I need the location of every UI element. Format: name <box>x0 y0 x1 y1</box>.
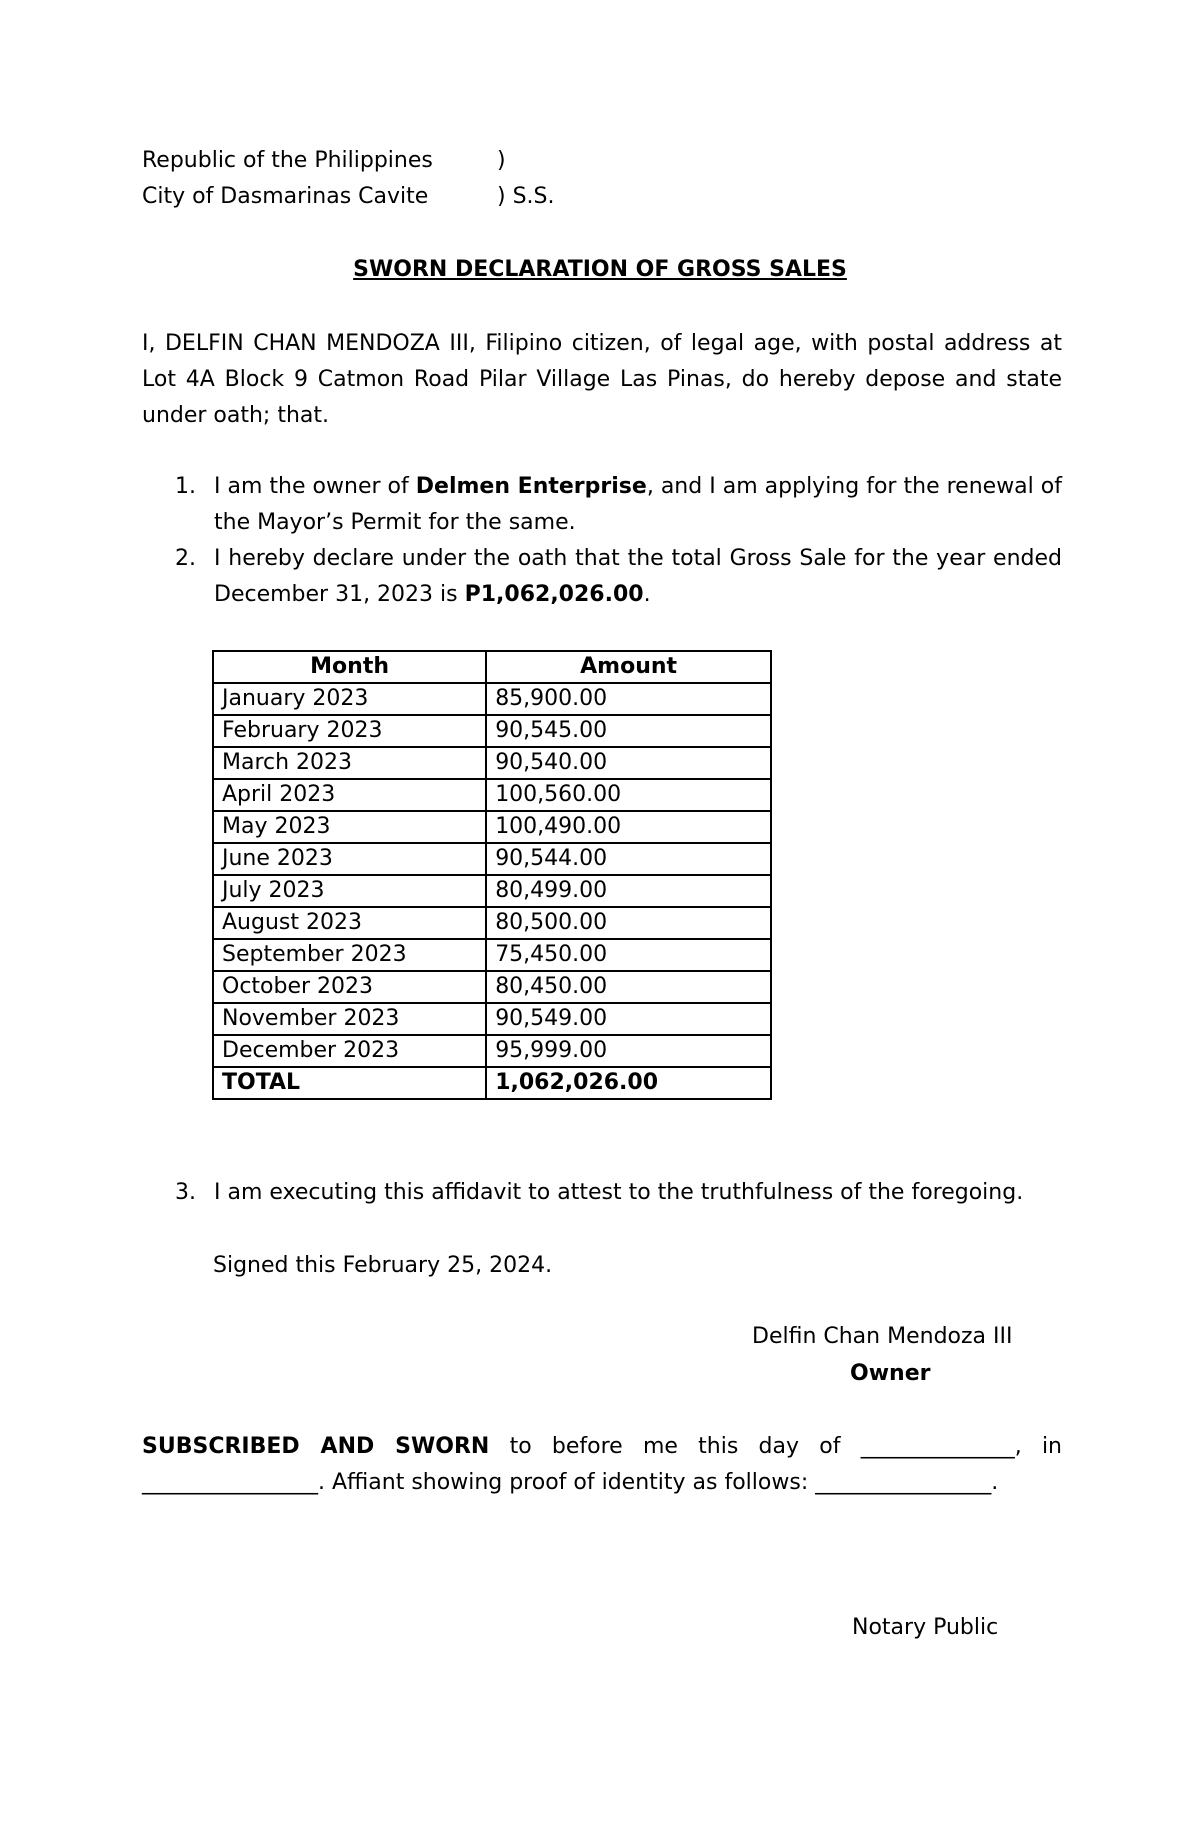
item-text-post: , and I am applying for the renewal of the Mayor’s Permit for the same. <box>214 474 1062 535</box>
amount-cell: 75,450.00 <box>486 939 771 971</box>
table-row <box>213 971 771 1003</box>
monthly-sales-table <box>212 650 772 1100</box>
table-row <box>213 907 771 939</box>
statement-list-continued <box>142 1175 1062 1211</box>
jurat-heading: SUBSCRIBED AND SWORN <box>142 1434 490 1459</box>
jurat-line-1 <box>142 1429 1062 1465</box>
jurat-line-1-text: to before me this day of ______________, in <box>489 1434 1062 1459</box>
amount-cell: 100,490.00 <box>486 811 771 843</box>
item-number: 1. <box>175 474 196 499</box>
jurat-paragraph <box>142 1429 1062 1501</box>
table-row <box>213 939 771 971</box>
business-name: Delmen Enterprise <box>415 474 647 499</box>
amount-cell: 80,500.00 <box>486 907 771 939</box>
item-text-pre: I hereby declare under the oath that the total Gross Sale for the year ended December 31, 2023 is <box>214 546 1062 607</box>
month-cell: March 2023 <box>213 747 486 779</box>
item-text-post: . <box>643 582 651 607</box>
venue-ss: ) S.S. <box>497 184 555 209</box>
signer-name: Delfin Chan Mendoza III <box>752 1324 1013 1349</box>
table-row <box>213 875 771 907</box>
item-number: 2. <box>175 546 196 571</box>
document-title: SWORN DECLARATION OF GROSS SALES <box>353 257 847 282</box>
column-header-month: Month <box>213 651 486 683</box>
item-number: 3. <box>175 1180 196 1205</box>
table-header-row <box>213 651 771 683</box>
list-item <box>142 469 1062 541</box>
list-item <box>142 1175 1062 1211</box>
item-text-pre: I am the owner of <box>214 474 416 499</box>
amount-cell: 85,900.00 <box>486 683 771 715</box>
month-cell: July 2023 <box>213 875 486 907</box>
table-row <box>213 1035 771 1067</box>
table-row <box>213 811 771 843</box>
table-row <box>213 747 771 779</box>
gross-sale-amount: P1,062,026.00 <box>464 582 644 607</box>
table-row <box>213 843 771 875</box>
month-cell: December 2023 <box>213 1035 486 1067</box>
amount-cell: 90,549.00 <box>486 1003 771 1035</box>
month-cell: February 2023 <box>213 715 486 747</box>
amount-cell: 80,499.00 <box>486 875 771 907</box>
amount-cell: 90,545.00 <box>486 715 771 747</box>
total-amount-cell: 1,062,026.00 <box>486 1067 771 1099</box>
amount-cell: 90,540.00 <box>486 747 771 779</box>
notary-public-label: Notary Public <box>852 1615 999 1640</box>
amount-cell: 95,999.00 <box>486 1035 771 1067</box>
signed-date-line: Signed this February 25, 2024. <box>213 1253 553 1278</box>
month-cell: June 2023 <box>213 843 486 875</box>
month-cell: May 2023 <box>213 811 486 843</box>
month-cell: November 2023 <box>213 1003 486 1035</box>
month-cell: August 2023 <box>213 907 486 939</box>
venue-country: Republic of the Philippines <box>142 148 433 173</box>
table-total-row <box>213 1067 771 1099</box>
table-row <box>213 1003 771 1035</box>
statement-list <box>142 469 1062 613</box>
month-cell: October 2023 <box>213 971 486 1003</box>
amount-cell: 90,544.00 <box>486 843 771 875</box>
month-cell: April 2023 <box>213 779 486 811</box>
item-text: I am executing this affidavit to attest to the truthfulness of the foregoing. <box>214 1180 1024 1205</box>
amount-cell: 80,450.00 <box>486 971 771 1003</box>
table-row <box>213 683 771 715</box>
table-row <box>213 779 771 811</box>
venue-row-city <box>142 179 555 215</box>
intro-paragraph: I, DELFIN CHAN MENDOZA III, Filipino citizen, of legal age, with postal address at Lot 4A Block 9 Catmon Road Pilar Village Las Pinas, do hereby depose and state under oath; that. <box>142 331 1062 428</box>
total-label-cell: TOTAL <box>213 1067 486 1099</box>
venue-row-country <box>142 143 555 179</box>
jurat-line-2: ________________. Affiant showing proof of identity as follows: ________________. <box>142 1470 999 1495</box>
venue-caption <box>142 143 555 215</box>
signer-role: Owner <box>850 1361 931 1386</box>
month-cell: September 2023 <box>213 939 486 971</box>
column-header-amount: Amount <box>486 651 771 683</box>
amount-cell: 100,560.00 <box>486 779 771 811</box>
venue-bracket: ) <box>497 148 506 173</box>
list-item <box>142 541 1062 613</box>
venue-city: City of Dasmarinas Cavite <box>142 184 429 209</box>
table-row <box>213 715 771 747</box>
month-cell: January 2023 <box>213 683 486 715</box>
